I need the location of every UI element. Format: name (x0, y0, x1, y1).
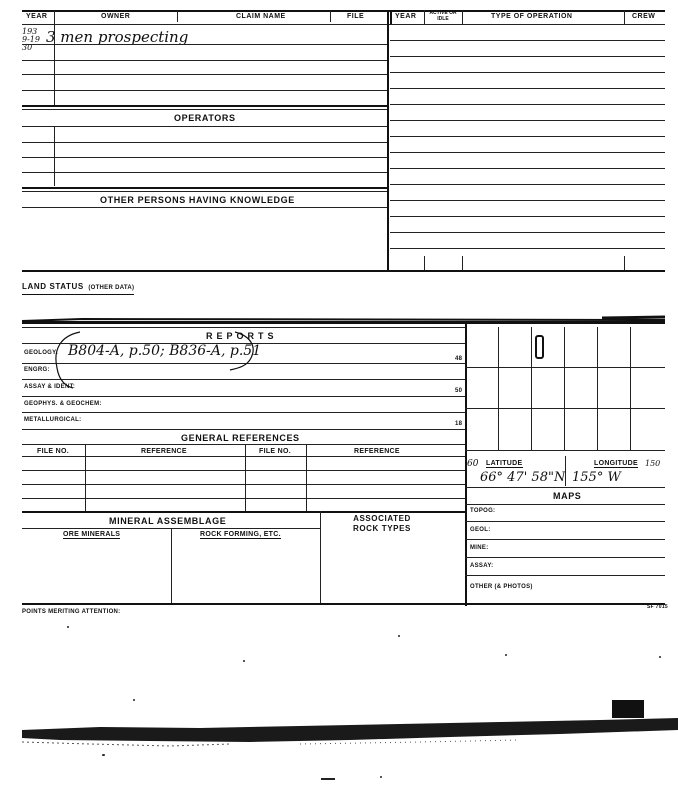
ref-col-reference-2: REFERENCE (354, 448, 400, 455)
header-owner: OWNER (101, 13, 131, 20)
entry-year: 1939-1930 (22, 27, 40, 52)
report-assay-code: 50 (455, 388, 463, 394)
report-metallurgical-code: 18 (455, 421, 463, 427)
maps-heading: MAPS (553, 491, 582, 501)
grid-location-mark (535, 335, 544, 359)
speck (102, 754, 105, 756)
header-claim-name: CLAIM NAME (236, 13, 286, 20)
speck (321, 778, 335, 780)
entry-owner: 3 men prospecting (46, 28, 189, 46)
longitude-label: LONGITUDE (594, 460, 638, 467)
col-rock-forming: ROCK FORMING, ETC. (200, 531, 281, 538)
speck (659, 656, 661, 658)
ref-col-reference-1: REFERENCE (141, 448, 187, 455)
speck (67, 626, 69, 628)
report-engrg-label: ENGRG: (24, 367, 50, 373)
maps-mine: MINE: (470, 545, 489, 551)
speck (380, 776, 382, 778)
associated-rock-types-heading: ASSOCIATED ROCK TYPES (352, 514, 411, 533)
header-year: YEAR (26, 13, 48, 20)
header-crew: CREW (632, 13, 656, 20)
header-file: FILE (347, 13, 365, 20)
report-geology-code: 48 (455, 356, 463, 362)
report-geology-label: GEOLOGY: (24, 350, 59, 356)
header-type-of-operation: TYPE OF OPERATION (491, 13, 573, 20)
operators-heading: OPERATORS (174, 113, 236, 123)
report-assay-label: ASSAY & IDENT: (24, 384, 76, 390)
geology-bracket-mark (25, 328, 275, 390)
reports-heading: REPORTS (206, 331, 278, 341)
longitude-marker: 150 (645, 459, 661, 468)
ref-col-file-no-1: FILE NO. (37, 448, 69, 455)
knowledge-heading: OTHER PERSONS HAVING KNOWLEDGE (100, 195, 295, 205)
land-status (22, 276, 134, 295)
report-geophys-label: GEOPHYS. & GEOCHEM: (24, 401, 102, 407)
latitude-label: LATITUDE (486, 460, 523, 467)
maps-topog: TOPOG: (470, 508, 496, 514)
report-geology-value: B804-A, p.50; B836-A, p.51 (68, 343, 262, 359)
speck (398, 635, 400, 637)
longitude-value: 155° W (572, 470, 621, 485)
col-ore-minerals: ORE MINERALS (63, 531, 121, 538)
maps-geol: GEOL: (470, 527, 491, 533)
speck (243, 660, 245, 662)
land-status-label: LAND STATUS (22, 282, 84, 291)
lat-degree-marker: 60 (467, 459, 479, 469)
report-metallurgical-label: METALLURGICAL: (24, 417, 82, 423)
points-meriting-attention: POINTS MERITING ATTENTION: (22, 609, 121, 615)
mineral-assemblage-heading: MINERAL ASSEMBLAGE (109, 516, 227, 526)
header-active-or-idle: ACTIVE OR IDLE (429, 10, 457, 22)
general-references-heading: GENERAL REFERENCES (181, 433, 300, 443)
header-activity-year: YEAR (395, 13, 417, 20)
ref-col-file-no-2: FILE NO. (259, 448, 291, 455)
maps-other: OTHER (& PHOTOS) (470, 584, 533, 590)
latitude-value: 66° 47' 58"N (480, 470, 566, 485)
form-code: SF 7015 (647, 604, 669, 610)
ruled-top-artifact (22, 315, 665, 323)
land-status-note: (OTHER DATA) (88, 285, 135, 291)
scan-edge-artifact (0, 700, 678, 780)
speck (505, 654, 507, 656)
maps-assay: ASSAY: (470, 563, 494, 569)
speck (133, 699, 135, 701)
